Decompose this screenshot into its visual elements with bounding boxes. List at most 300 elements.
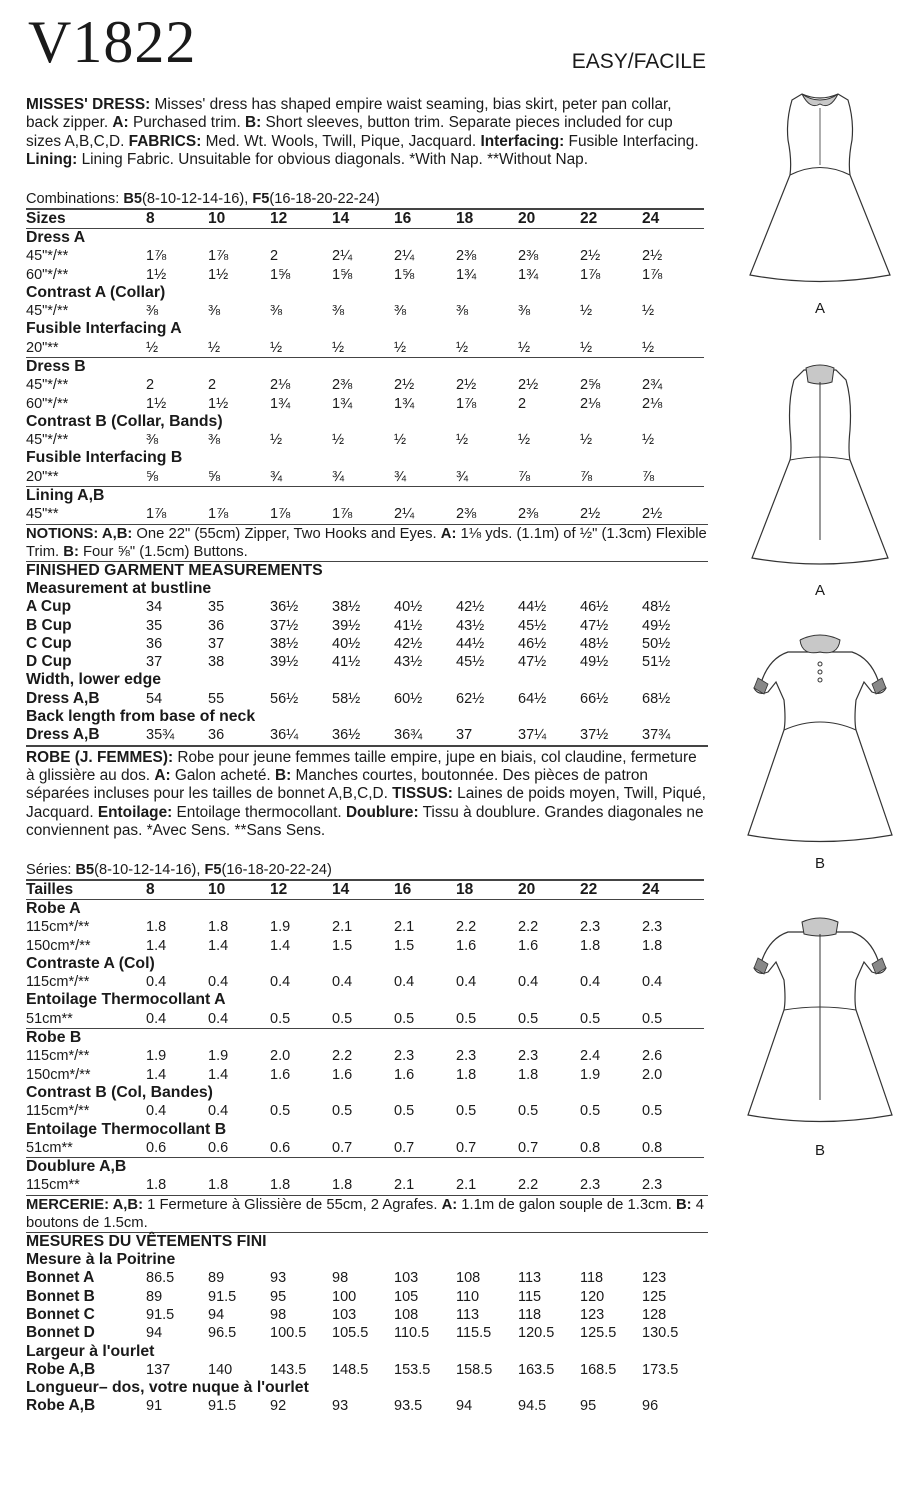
bold-run: MISSES' DRESS: — [26, 96, 151, 113]
row-label: 51cm** — [26, 1010, 73, 1027]
table-cell: 2¼ — [394, 506, 415, 523]
table-cell: 2¾ — [642, 377, 663, 394]
table-cell: 110.5 — [394, 1325, 430, 1342]
table-cell: 54 — [146, 690, 163, 707]
table-cell: 94 — [208, 1306, 225, 1323]
section-heading: Lining A,B — [26, 486, 704, 505]
table-cell: 2½ — [518, 377, 539, 394]
table-cell: 0.5 — [580, 1010, 601, 1027]
text-run: 1.1m de galon souple de 1.3cm. — [457, 1196, 676, 1213]
bold-run: B: — [245, 114, 262, 132]
table-cell: ½ — [580, 303, 593, 320]
row-label: Robe A,B — [26, 1360, 96, 1378]
row-label: 60"*/** — [26, 266, 69, 283]
table-cell: 2.1 — [456, 1177, 477, 1194]
row-label: 60"*/** — [26, 395, 69, 412]
table-cell: 0.4 — [642, 974, 663, 991]
table-cell: 1½ — [208, 395, 229, 412]
table-cell: 2.6 — [642, 1048, 663, 1065]
table-cell: 93 — [332, 1398, 349, 1415]
section-heading: Entoilage Thermocollant B — [26, 1120, 227, 1138]
table-cell: 0.7 — [394, 1139, 415, 1156]
table-cell: 42½ — [394, 635, 423, 652]
text-run: Tissu à doublure. Grandes diagonales ne conviennent pas. *Avec Sens. **Sans Sens. — [26, 803, 704, 840]
table-cell: 2⅜ — [518, 506, 539, 523]
table-cell: 35 — [208, 599, 225, 616]
table-cell: ⅜ — [394, 303, 407, 320]
table-cell: 2½ — [580, 248, 601, 265]
table-cell: 36½ — [270, 599, 299, 616]
table-cell: 163.5 — [518, 1361, 555, 1378]
table-cell: 0.7 — [332, 1139, 353, 1156]
table-cell: 49½ — [642, 617, 671, 634]
table-cell: 123 — [580, 1306, 605, 1323]
table-cell: 86.5 — [146, 1270, 175, 1287]
table-cell: 1.8 — [208, 919, 229, 936]
table-cell: ½ — [456, 339, 469, 356]
combinations-french — [26, 861, 708, 879]
table-cell: 1½ — [146, 395, 167, 412]
section-heading: Mesure à la Poitrine — [26, 1251, 176, 1269]
row-label: A Cup — [26, 598, 72, 616]
table-cell: 103 — [332, 1306, 357, 1323]
table-cell: 2½ — [642, 248, 663, 265]
row-label: Bonnet C — [26, 1305, 95, 1323]
table-cell: 2⅛ — [270, 377, 291, 394]
table-cell: 44½ — [456, 635, 485, 652]
yardage-table-french — [26, 879, 708, 1195]
row-label: 115cm*/** — [26, 1048, 90, 1065]
combination-code: F5 — [204, 861, 222, 878]
row-label: 115cm*/** — [26, 919, 90, 936]
table-cell: 2⅜ — [332, 377, 353, 394]
table-cell: 2.3 — [642, 1177, 663, 1194]
table-cell: 0.4 — [208, 1010, 229, 1027]
text-run: Robe pour jeune femmes taille empire, jupe en biais, col claudine, fermeture à glissière au dos. — [26, 748, 697, 785]
table-cell: 0.4 — [146, 1010, 167, 1027]
table-cell: 2⅜ — [456, 506, 477, 523]
section-heading: Contrast B (Col, Bandes) — [26, 1083, 213, 1101]
table-cell: 105.5 — [332, 1325, 369, 1342]
table-cell: 56½ — [270, 690, 299, 707]
table-cell: 39½ — [270, 654, 299, 671]
table-cell: 0.5 — [580, 1103, 601, 1120]
table-cell: 66½ — [580, 690, 609, 707]
table-cell: ⅜ — [208, 432, 221, 449]
table-cell: ½ — [394, 432, 407, 449]
text-run: Purchased trim. — [128, 114, 245, 132]
finished-measurements-title: FINISHED GARMENT MEASUREMENTS — [26, 561, 323, 579]
figure-label-b-back: B — [814, 1142, 825, 1159]
table-cell: 125 — [642, 1288, 667, 1305]
table-cell: 37¾ — [642, 727, 671, 744]
table-cell: 137 — [146, 1361, 171, 1378]
text-run: 1⅛ yds. (1.1m) of ½" (1.3cm) Flexible Trim. — [26, 525, 707, 560]
size-header-cell: 22 — [580, 879, 642, 900]
table-cell: ½ — [642, 432, 655, 449]
combination-sizes: (8-10-12-14-16), — [94, 861, 205, 878]
text-run: Galon acheté. — [170, 767, 275, 785]
row-label: 150cm*/** — [26, 1066, 91, 1083]
table-cell: 2½ — [394, 377, 415, 394]
section-heading: Robe A — [26, 899, 81, 917]
table-cell: 35¾ — [146, 727, 175, 744]
table-cell: 0.4 — [208, 974, 229, 991]
table-cell: 40½ — [394, 599, 423, 616]
table-cell: 93 — [270, 1270, 287, 1287]
table-cell: 2.0 — [642, 1066, 663, 1083]
table-cell: 0.5 — [270, 1010, 291, 1027]
table-cell: 1½ — [208, 266, 229, 283]
table-cell: 38½ — [332, 599, 361, 616]
table-cell: 0.5 — [518, 1010, 539, 1027]
text-run: Manches courtes, boutonnée. Des pièces de patron séparées incluses pour les tailles de bonnet A,B,C,D. — [26, 767, 648, 803]
table-cell: 1.6 — [518, 937, 539, 954]
table-cell: 55 — [208, 690, 225, 707]
text-run: Four ⅝" (1.5cm) Buttons. — [78, 543, 248, 560]
text-run: One 22" (55cm) Zipper, Two Hooks and Eyes. — [132, 525, 441, 542]
table-cell: 89 — [208, 1270, 225, 1287]
table-cell: 98 — [332, 1270, 349, 1287]
table-cell: 1.9 — [146, 1048, 167, 1065]
size-header-cell: 16 — [394, 208, 456, 229]
table-cell: ½ — [642, 303, 655, 320]
dress-a-front-drawing — [740, 80, 900, 290]
table-cell: 37 — [146, 654, 163, 671]
table-cell: 49½ — [580, 654, 609, 671]
table-cell: 1⅞ — [332, 506, 353, 523]
text-run: Lining Fabric. Unsuitable for obvious diagonals. *With Nap. **Without Nap. — [77, 151, 589, 169]
section-heading: Back length from base of neck — [26, 708, 256, 726]
table-cell: 37 — [456, 727, 473, 744]
table-cell: 46½ — [518, 635, 547, 652]
table-cell: 41½ — [394, 617, 423, 634]
table-cell: 1¾ — [270, 395, 291, 412]
size-header-label: Sizes — [26, 208, 146, 229]
table-cell: 2.2 — [332, 1048, 353, 1065]
table-cell: 1.4 — [208, 1066, 229, 1083]
table-cell: 120 — [580, 1288, 605, 1305]
description-french — [26, 749, 708, 841]
table-cell: 36 — [208, 727, 225, 744]
combinations-label: Séries: — [26, 861, 76, 878]
row-label: 115cm*/** — [26, 1103, 90, 1120]
table-cell: 103 — [394, 1270, 419, 1287]
bold-run: A: — [441, 1196, 458, 1213]
yardage-table-english — [26, 208, 708, 524]
table-cell: 1.6 — [332, 1066, 353, 1083]
table-cell: 60½ — [394, 690, 423, 707]
table-cell: 38 — [208, 654, 225, 671]
table-cell: 36¾ — [394, 727, 423, 744]
size-header-cell: 24 — [642, 208, 704, 229]
row-label: C Cup — [26, 634, 72, 652]
bold-run: Interfacing: — [480, 132, 565, 150]
table-cell: 0.4 — [332, 974, 353, 991]
table-cell: ⅜ — [208, 303, 221, 320]
bold-run: ROBE (J. FEMMES): — [26, 748, 174, 766]
table-cell: 50½ — [642, 635, 671, 652]
table-cell: 37½ — [270, 617, 299, 634]
table-cell: 1.4 — [270, 937, 291, 954]
table-cell: 45½ — [518, 617, 547, 634]
table-cell: 2 — [518, 395, 527, 412]
table-cell: 1⅝ — [270, 266, 291, 283]
table-cell: 0.5 — [332, 1103, 353, 1120]
notions-english — [26, 524, 708, 562]
table-cell: 94.5 — [518, 1398, 547, 1415]
table-cell: 0.5 — [332, 1010, 353, 1027]
combination-sizes: (16-18-20-22-24) — [221, 861, 332, 878]
combination-sizes: (16-18-20-22-24) — [269, 190, 380, 207]
text-run: Short sleeves, button trim. Separate pieces included for cup sizes A,B,C,D. — [26, 114, 673, 150]
table-cell: 98 — [270, 1306, 287, 1323]
table-cell: 37¼ — [518, 727, 547, 744]
text-run: 4 boutons de 1.5cm. — [26, 1196, 704, 1231]
table-cell: 39½ — [332, 617, 361, 634]
table-cell: 1⅞ — [208, 506, 229, 523]
table-cell: 0.4 — [580, 974, 601, 991]
table-cell: ½ — [642, 339, 655, 356]
table-cell: 0.7 — [518, 1139, 539, 1156]
row-label: 45"*/** — [26, 248, 69, 265]
table-cell: 94 — [146, 1325, 163, 1342]
row-label: 51cm** — [26, 1139, 73, 1156]
table-cell: 100 — [332, 1288, 357, 1305]
bold-run: A: — [154, 767, 171, 785]
bold-run: B: — [676, 1196, 692, 1213]
finished-measurements-french — [26, 1251, 708, 1416]
table-cell: ½ — [518, 432, 531, 449]
row-label: 45"** — [26, 506, 59, 523]
table-cell: 0.5 — [394, 1010, 415, 1027]
size-header-cell: 10 — [208, 879, 270, 900]
dress-a-back-illustration — [740, 360, 900, 570]
table-cell: ⅞ — [642, 468, 655, 485]
table-cell: ⅞ — [518, 468, 531, 485]
table-cell: 93.5 — [394, 1398, 423, 1415]
table-cell: 48½ — [580, 635, 609, 652]
table-cell: 2 — [146, 377, 155, 394]
table-cell: 118 — [518, 1306, 542, 1323]
bold-run: TISSUS: — [392, 785, 453, 803]
text-run: Entoilage thermocollant. — [172, 803, 346, 821]
table-cell: 41½ — [332, 654, 361, 671]
figure-label-b-front: B — [814, 855, 825, 872]
table-cell: 1½ — [146, 266, 167, 283]
table-cell: ⅞ — [580, 468, 593, 485]
table-cell: 148.5 — [332, 1361, 369, 1378]
table-cell: 113 — [456, 1306, 480, 1323]
table-cell: 0.7 — [456, 1139, 477, 1156]
table-cell: 2.1 — [332, 919, 353, 936]
table-cell: 1.8 — [208, 1177, 229, 1194]
table-cell: 45½ — [456, 654, 485, 671]
table-cell: 120.5 — [518, 1325, 555, 1342]
dress-b-back-illustration — [740, 910, 900, 1130]
table-cell: 1.5 — [394, 937, 415, 954]
garment-illustrations — [740, 0, 909, 1500]
size-header-cell: 8 — [146, 208, 208, 229]
dress-b-back-drawing — [740, 910, 900, 1130]
size-header-cell: 20 — [518, 879, 580, 900]
section-heading: Contrast B (Collar, Bands) — [26, 412, 223, 430]
row-label: Robe A,B — [26, 1397, 96, 1415]
table-cell: 40½ — [332, 635, 361, 652]
table-cell: 2⅛ — [642, 395, 663, 412]
table-cell: 1.4 — [146, 937, 167, 954]
text-run: Med. Wt. Wools, Twill, Pique, Jacquard. — [201, 132, 481, 150]
row-label: B Cup — [26, 616, 72, 634]
table-cell: 2.2 — [456, 919, 477, 936]
table-cell: ¾ — [270, 468, 283, 485]
table-cell: 113 — [518, 1270, 542, 1287]
section-heading: Longueur– dos, votre nuque à l'ourlet — [26, 1379, 309, 1397]
table-cell: 94 — [456, 1398, 473, 1415]
bold-run: A: — [112, 114, 129, 132]
finished-measurements-english — [26, 580, 708, 747]
section-heading: Doublure A,B — [26, 1157, 704, 1176]
table-cell: 108 — [394, 1306, 419, 1323]
bold-run: Doublure: — [345, 803, 419, 821]
section-heading: Contraste A (Col) — [26, 954, 155, 972]
size-header-cell: 12 — [270, 879, 332, 900]
table-cell: 108 — [456, 1270, 481, 1287]
table-cell: 0.6 — [146, 1139, 167, 1156]
table-cell: 2½ — [456, 377, 477, 394]
table-cell: 1⅞ — [208, 248, 229, 265]
bold-run: MERCERIE: A,B: — [26, 1196, 144, 1213]
combination-code: F5 — [252, 190, 270, 207]
table-cell: 1⅞ — [146, 248, 167, 265]
table-cell: 110 — [456, 1288, 480, 1305]
table-cell: 1¾ — [456, 266, 477, 283]
table-cell: 2 — [270, 248, 279, 265]
table-cell: 58½ — [332, 690, 361, 707]
table-cell: ⅜ — [146, 432, 159, 449]
table-cell: 91 — [146, 1398, 163, 1415]
size-header-cell: 12 — [270, 208, 332, 229]
table-cell: 95 — [270, 1288, 287, 1305]
table-cell: 2.2 — [518, 1177, 539, 1194]
size-header-cell: 16 — [394, 879, 456, 900]
table-cell: 0.5 — [642, 1103, 663, 1120]
size-header-cell: 14 — [332, 879, 394, 900]
table-cell: 1⅞ — [456, 395, 477, 412]
table-cell: ½ — [270, 432, 283, 449]
table-cell: 2.3 — [518, 1048, 539, 1065]
table-cell: 0.6 — [270, 1139, 291, 1156]
table-cell: 1.8 — [580, 937, 601, 954]
pattern-code: V1822 — [28, 9, 197, 75]
text-run: Fusible Interfacing. — [564, 132, 699, 150]
table-cell: 2.2 — [518, 919, 539, 936]
section-heading: Dress B — [26, 357, 704, 376]
finished-measurements-title-fr: MESURES DU VÊTEMENTS FINI — [26, 1232, 267, 1250]
table-cell: 2.1 — [394, 1177, 415, 1194]
row-label: D Cup — [26, 653, 72, 671]
table-cell: 2.3 — [456, 1048, 477, 1065]
section-heading: Measurement at bustline — [26, 579, 212, 597]
table-cell: 0.5 — [394, 1103, 415, 1120]
table-cell: 37½ — [580, 727, 609, 744]
table-cell: ½ — [580, 339, 593, 356]
table-cell: 0.4 — [208, 1103, 229, 1120]
figure-label-a-back: A — [814, 582, 825, 599]
table-cell: ½ — [270, 339, 283, 356]
table-cell: 0.5 — [456, 1103, 477, 1120]
table-cell: 43½ — [456, 617, 485, 634]
table-cell: 43½ — [394, 654, 423, 671]
table-cell: 1⅞ — [642, 266, 663, 283]
combination-code: B5 — [75, 861, 95, 878]
table-cell: 2⅜ — [518, 248, 539, 265]
dress-b-front-illustration — [740, 630, 900, 850]
table-cell: 2½ — [580, 506, 601, 523]
table-cell: 0.5 — [642, 1010, 663, 1027]
bold-run: B: — [274, 767, 292, 785]
table-cell: 1⅝ — [394, 266, 415, 283]
table-cell: ¾ — [456, 468, 469, 485]
dress-a-back-drawing — [740, 360, 900, 570]
dress-a-front-illustration — [740, 80, 900, 290]
table-cell: 143.5 — [270, 1361, 307, 1378]
table-cell: 2 — [208, 377, 217, 394]
combination-code: B5 — [123, 190, 142, 207]
figure-label-a-front: A — [814, 300, 825, 317]
table-cell: 125.5 — [580, 1325, 617, 1342]
section-heading: Contrast A (Collar) — [26, 283, 166, 301]
table-cell: 123 — [642, 1270, 667, 1287]
table-cell: 168.5 — [580, 1361, 617, 1378]
table-cell: 2.1 — [394, 919, 415, 936]
table-cell: 115 — [518, 1288, 542, 1305]
size-header-cell: 8 — [146, 879, 208, 900]
table-cell: 42½ — [456, 599, 485, 616]
table-cell: 68½ — [642, 690, 671, 707]
table-cell: ½ — [580, 432, 593, 449]
sheet-header — [26, 0, 708, 92]
table-cell: 1.4 — [208, 937, 229, 954]
table-cell: 2½ — [642, 506, 663, 523]
table-cell: 158.5 — [456, 1361, 493, 1378]
table-cell: 128 — [642, 1306, 667, 1323]
table-cell: 2¼ — [394, 248, 415, 265]
row-label: 45"*/** — [26, 432, 69, 449]
row-label: 150cm*/** — [26, 937, 91, 954]
table-cell: 2.3 — [580, 919, 601, 936]
bold-run: FABRICS: — [128, 132, 202, 150]
table-cell: 62½ — [456, 690, 485, 707]
row-label: 20"** — [26, 339, 59, 356]
table-cell: 0.4 — [146, 974, 167, 991]
size-header-cell: 18 — [456, 879, 518, 900]
table-cell: 1¾ — [394, 395, 415, 412]
table-cell: 89 — [146, 1288, 163, 1305]
section-heading: Entoilage Thermocollant A — [26, 991, 226, 1009]
section-heading: Dress A — [26, 228, 86, 246]
size-header-cell: 24 — [642, 879, 704, 900]
table-cell: 1.6 — [394, 1066, 415, 1083]
table-cell: 96.5 — [208, 1325, 237, 1342]
table-cell: 92 — [270, 1398, 287, 1415]
table-cell: 1.8 — [270, 1177, 291, 1194]
table-cell: 1.9 — [208, 1048, 229, 1065]
table-cell: 1⅝ — [332, 266, 353, 283]
text-run: 1 Fermeture à Glissière de 55cm, 2 Agrafes. — [143, 1196, 442, 1213]
table-cell: ⅜ — [518, 303, 531, 320]
table-cell: 95 — [580, 1398, 597, 1415]
